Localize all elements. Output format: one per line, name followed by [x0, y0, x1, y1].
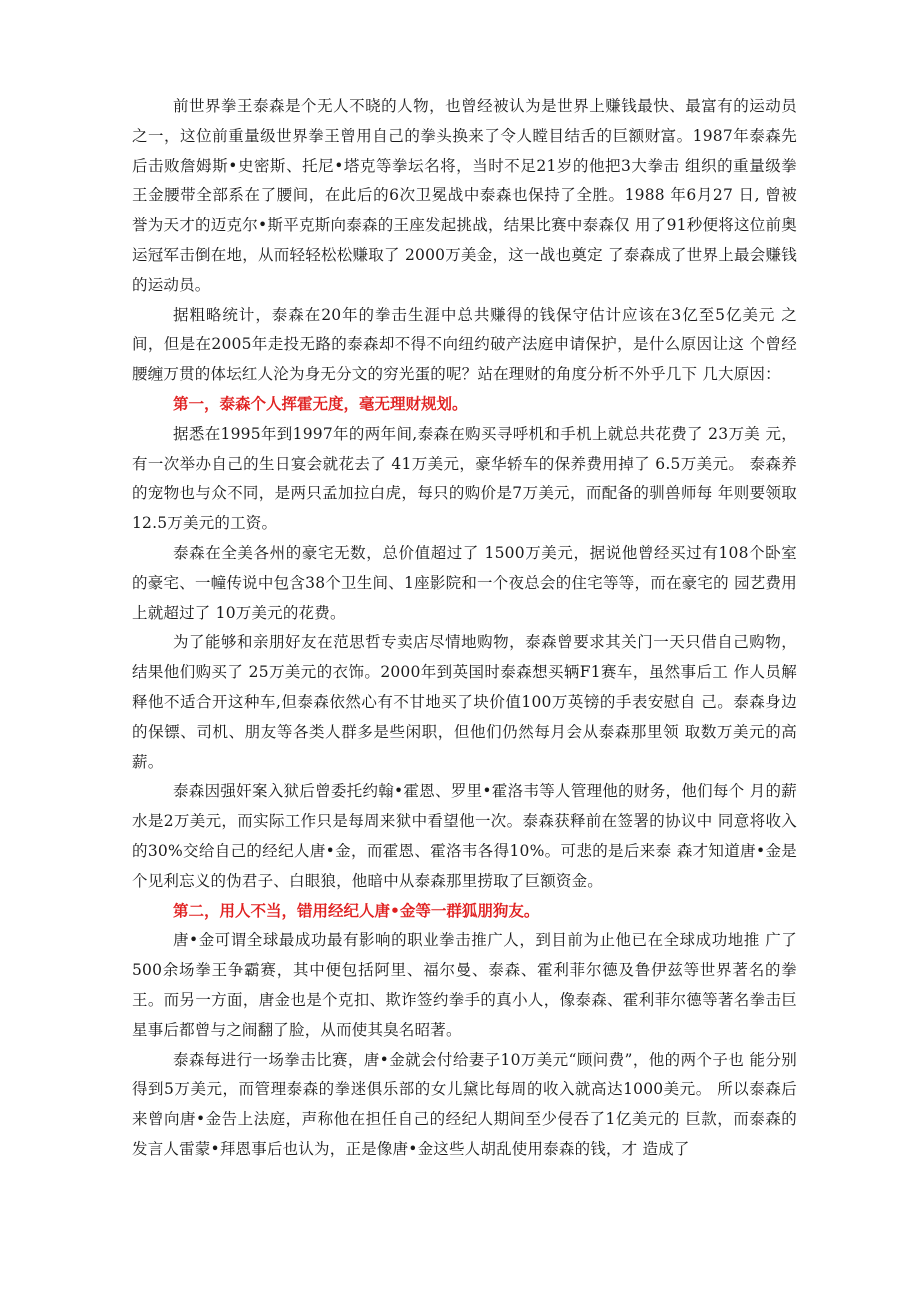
paragraph-don-king: 唐•金可谓全球最成功最有影响的职业拳击推广人，到目前为止他已在全球成功地推 广了 500余场拳王争霸赛，其中便包括阿里、福尔曼、泰森、霍利菲尔德及鲁伊兹等世界著名的拳王。而另一方面，唐金也是个克扣、欺诈签约拳手的真小人，像泰森、霍利菲尔德等著名拳击巨星事后都曾与之闹翻了脸，从而使其臭名昭著。 — [132, 931, 797, 1039]
paragraph-intro: 前世界拳王泰森是个无人不晓的人物，也曾经被认为是世界上赚钱最快、最富有的运动员之一，这位前重量级世界拳王曾用自己的拳头换来了令人瞠目结舌的巨额财富。1987年泰森先后击败詹姆斯•史密斯、托尼•塔克等拳坛名将，当时不足21岁的他把3大拳击 组织的重量级拳王金腰带全部系在了腰间，在此后的6次卫冕战中泰森也保持了全胜。1988 年6月27 日, 曾被誉为天才的迈克尔•斯平克斯向泰森的王座发起挑战，结果比赛中泰森仅 用了91秒便将这位前奥运冠军击倒在地，从而轻轻松松赚取了 2000万美金，这一战也奠定 了泰森成了世界上最会赚钱的运动员。 — [132, 97, 797, 294]
paragraph-finances: 泰森因强奸案入狱后曾委托约翰•霍恩、罗里•霍洛韦等人管理他的财务，他们每个 月的薪水是2万美元，而实际工作只是每周来狱中看望他一次。泰森获释前在签署的协议中 同意将收入的30%交给自己的经纪人唐•金，而霍恩、霍洛韦各得10%。可悲的是后来泰 森才知道唐•金是个见利忘义的伪君子、白眼狼，他暗中从泰森那里捞取了巨额资金。 — [132, 782, 797, 890]
document-body — [132, 92, 797, 1165]
paragraph-mansions: 泰森在全美各州的豪宅无数，总价值超过了 1500万美元，据说他曾经买过有108个卧室的豪宅、一幢传说中包含38个卫生间、1座影院和一个夜总会的住宅等等，而在豪宅的 园艺费用上就超过了 10万美元的花费。 — [132, 543, 797, 622]
section-heading-1: 第一，泰森个人挥霍无度，毫无理财规划。 — [173, 394, 468, 413]
paragraph-consultant-fees: 泰森每进行一场拳击比赛，唐•金就会付给妻子10万美元“顾问费”，他的两个子也 能分别得到5万美元，而管理泰森的拳迷俱乐部的女儿黛比每周的收入就高达1000美元。 所以泰森后来曾向唐•金告上法庭，声称他在担任自己的经纪人期间至少侵吞了1亿美元的 巨款，而泰森的发言人雷蒙•拜恩事后也认为，正是像唐•金这些人胡乱使用泰森的钱，才 造成了 — [132, 1050, 797, 1158]
paragraph-spending: 据悉在1995年到1997年的两年间,泰森在购买寻呼机和手机上就总共花费了 23万美 元，有一次举办自己的生日宴会就花去了 41万美元，豪华轿车的保养费用掉了 6.5万美元。 泰森养的宠物也与众不同，是两只孟加拉白虎，每只的购价是7万美元，而配备的驯兽师每 年则要领取12.5万美元的工资。 — [132, 424, 797, 533]
paragraph-shopping: 为了能够和亲朋好友在范思哲专卖店尽情地购物，泰森曾要求其关门一天只借自己购物，结果他们购买了 25万美元的衣饰。2000年到英国时泰森想买辆F1赛车，虽然事后工 作人员解释他不适合开这种车,但泰森依然心有不甘地买了块价值100万英镑的手表安慰自 己。泰森身边的保镖、司机、朋友等各类人群多是些闲职，但他们仍然每月会从泰森那里领 取数万美元的高薪。 — [132, 633, 797, 771]
section-heading-2: 第二，用人不当，错用经纪人唐•金等一群狐朋狗友。 — [173, 901, 540, 920]
paragraph-statistics: 据粗略统计，泰森在20年的拳击生涯中总共赚得的钱保守估计应该在3亿至5亿美元 之间，但是在2005年走投无路的泰森却不得不向纽约破产法庭申请保护，是什么原因让这 个曾经腰缠万贯的体坛红人沦为身无分文的穷光蛋的呢？站在理财的角度分析不外乎几下 几大原因： — [132, 305, 797, 384]
